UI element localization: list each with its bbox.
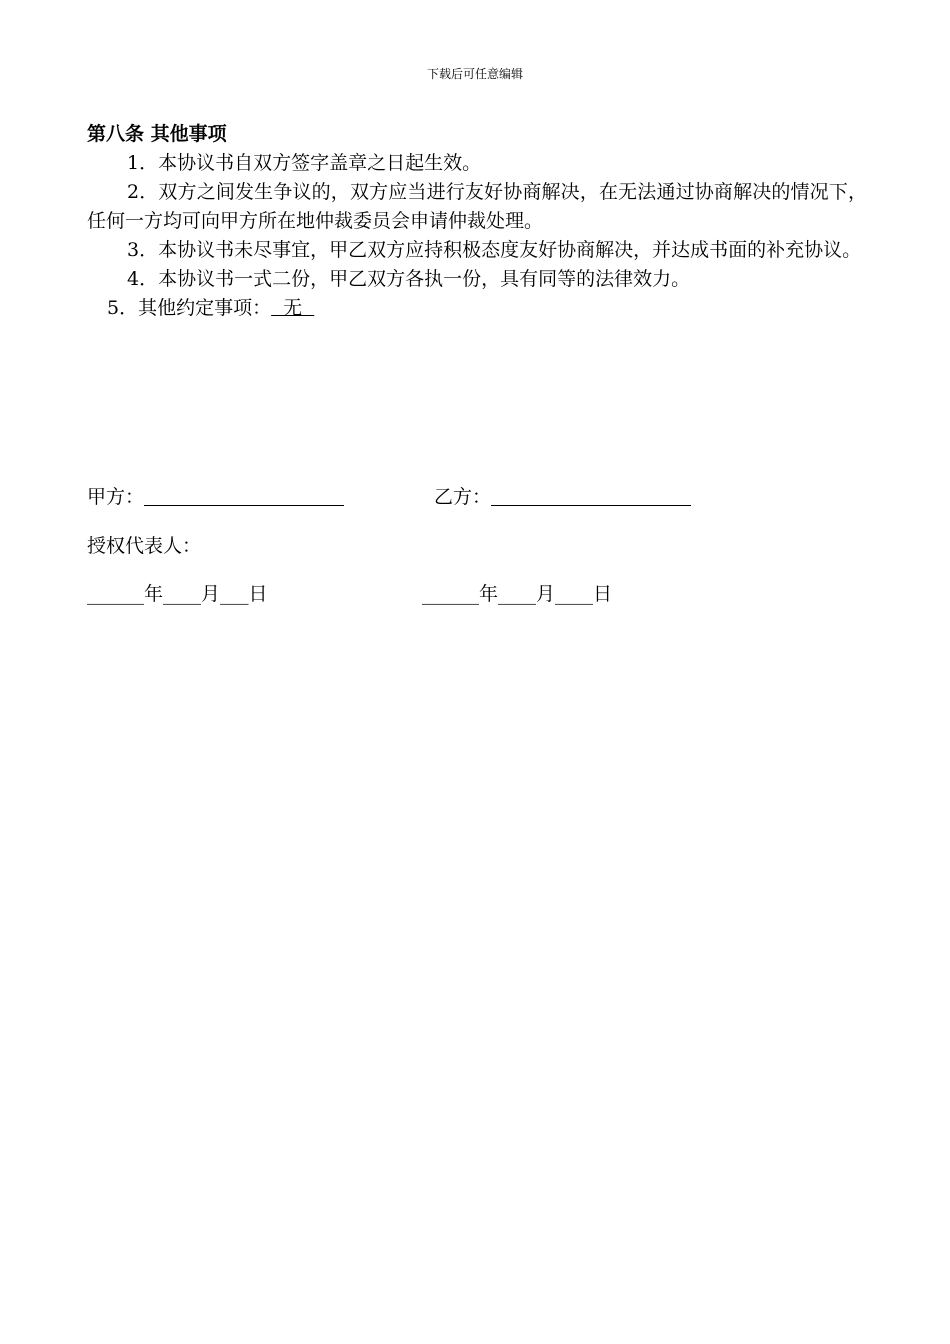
party-a-date: ______年____月___日 xyxy=(87,583,268,605)
party-b-signature-line xyxy=(491,483,691,506)
party-a-signature-line xyxy=(144,483,344,506)
party-b-date: ______年____月____日 xyxy=(422,583,613,605)
clause-3: 3．本协议书未尽事宜，甲乙双方应持积极态度友好协商解决，并达成书面的补充协议。 xyxy=(127,239,862,261)
clause-2: 2．双方之间发生争议的，双方应当进行友好协商解决，在无法通过协商解决的情况下，任何一方均可向甲方所在地仲裁委员会申请仲裁处理。 xyxy=(87,181,867,232)
date-row xyxy=(87,580,867,609)
representative-row xyxy=(87,532,867,561)
party-signature-row xyxy=(87,483,867,512)
clause-5 xyxy=(87,294,867,323)
party-a-signature xyxy=(87,483,344,512)
document-body xyxy=(87,120,867,323)
clause-1: 1．本协议书自双方签字盖章之日起生效。 xyxy=(127,152,482,174)
other-matters-label: 5．其他约定事项： xyxy=(107,297,272,319)
other-matters-value: 无 xyxy=(271,297,315,319)
representative-label: 授权代表人： xyxy=(87,535,202,557)
party-a-label: 甲方： xyxy=(87,486,145,508)
party-b-signature xyxy=(434,483,691,512)
section-title: 第八条 其他事项 xyxy=(87,123,227,145)
party-b-label: 乙方： xyxy=(434,486,492,508)
header-note: 下载后可任意编辑 xyxy=(426,67,523,81)
clause-4: 4．本协议书一式二份，甲乙双方各执一份，具有同等的法律效力。 xyxy=(127,268,691,290)
page-header xyxy=(0,66,950,82)
